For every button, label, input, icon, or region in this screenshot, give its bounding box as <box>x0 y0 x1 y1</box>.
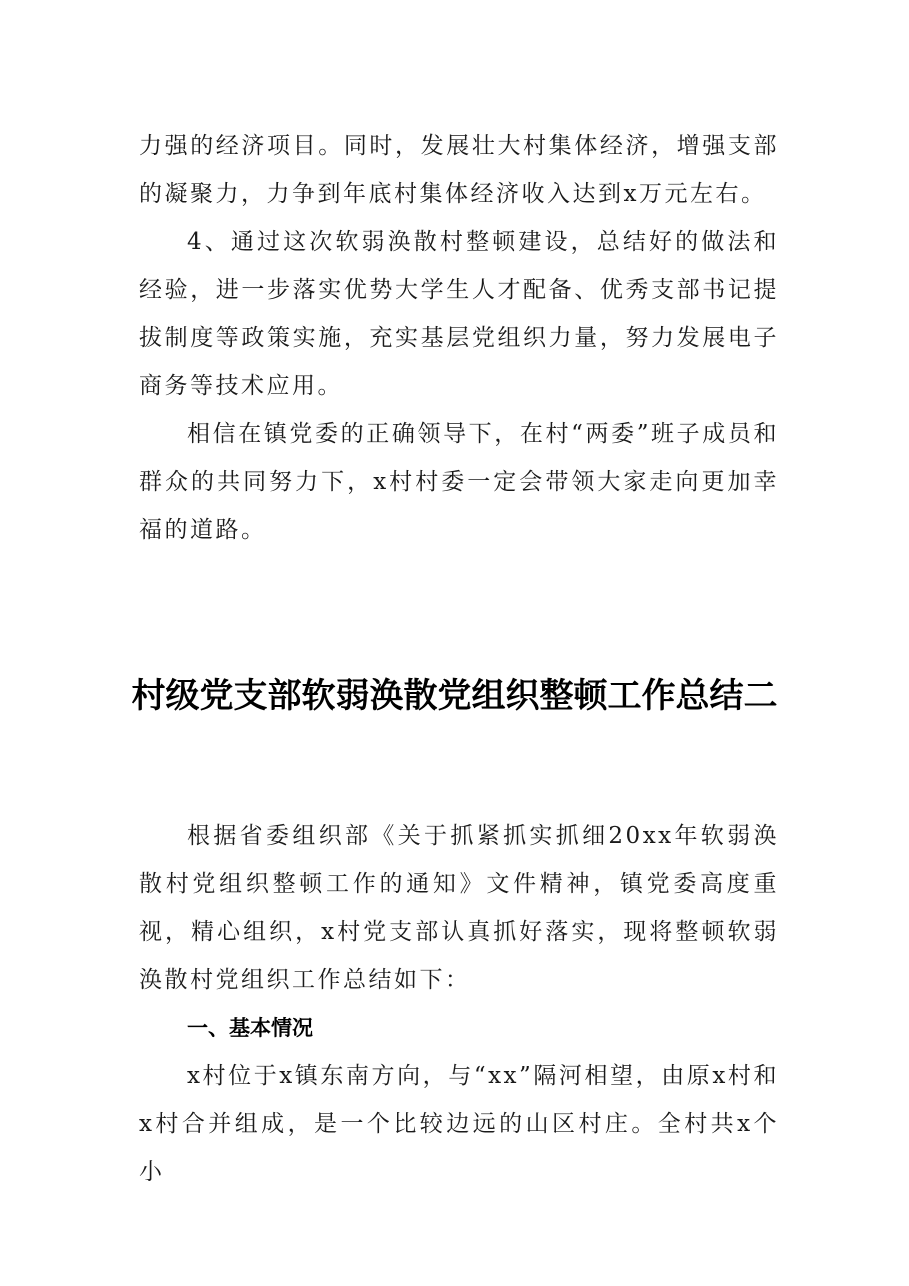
paragraph-intro: 根据省委组织部《关于抓紧抓实抓细20xx年软弱涣散村党组织整顿工作的通知》文件精神，镇党委高度重视，精心组织，x村党支部认真抓好落实，现将整顿软弱涣散村党组织工作总结如下： <box>139 823 779 993</box>
document-title: 村级党支部软弱涣散党组织整顿工作总结二 <box>131 676 778 716</box>
paragraph-continuation: 力强的经济项目。同时，发展壮大村集体经济，增强支部的凝聚力，力争到年底村集体经济收入达到x万元左右。 <box>139 133 779 207</box>
paragraph-item-4: 4、通过这次软弱涣散村整顿建设，总结好的做法和经验，进一步落实优势大学生人才配备、优秀支部书记提拔制度等政策实施，充实基层党组织力量，努力发展电子商务等技术应用。 <box>139 229 779 399</box>
paragraph-conclusion: 相信在镇党委的正确领导下，在村“两委”班子成员和群众的共同努力下，x村村委一定会带领大家走向更加幸福的道路。 <box>139 421 779 543</box>
section-heading-basic-info: 一、基本情况 <box>187 1016 313 1040</box>
paragraph-basic-info: x村位于x镇东南方向，与“xx”隔河相望，由原x村和x村合并组成，是一个比较边远的山区村庄。全村共x个小 <box>139 1063 779 1185</box>
